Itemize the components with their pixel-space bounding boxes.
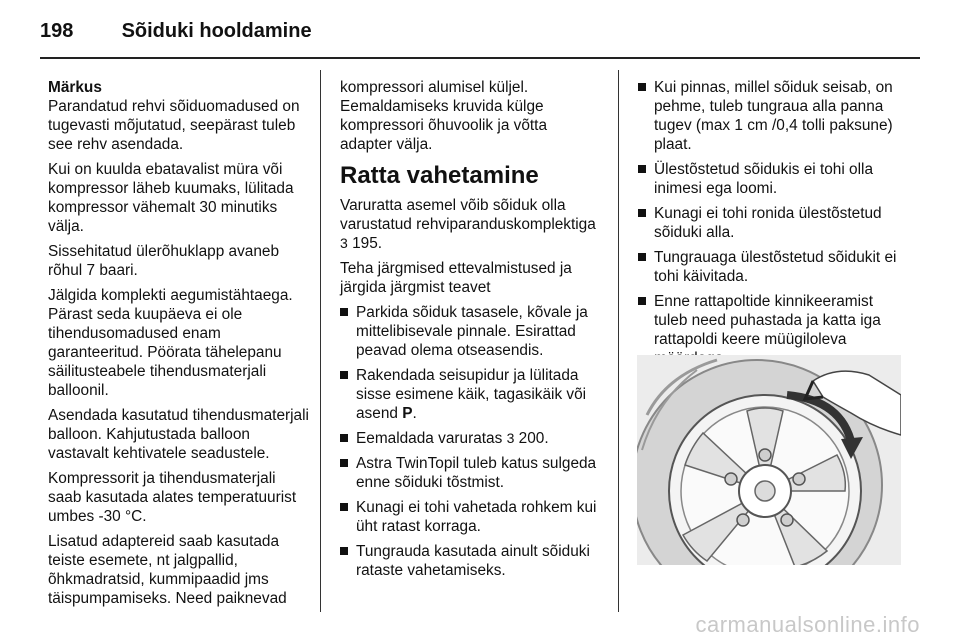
list-item-text: Enne rattapoltide kinnikeeramist tuleb need puhastada ja katta iga rattapoldi keere müügiloleva bbox=[654, 293, 881, 348]
bullet-icon bbox=[340, 459, 348, 467]
list-item-text: Kunagi ei tohi ronida ülestõstetud sõiduki alla. bbox=[654, 205, 882, 241]
list-item-text: Tungrauda kasutada ainult sõiduki rataste vahetamiseks. bbox=[356, 543, 590, 579]
page-header bbox=[40, 20, 312, 43]
paragraph: kompressori alumisel küljel. Eemaldamiseks kruvida külge kompressori õhuvoolik ja võtta adapter välja. bbox=[340, 79, 548, 153]
list-item bbox=[340, 429, 602, 448]
bullet-icon bbox=[638, 165, 646, 173]
note-title: Märkus bbox=[48, 79, 102, 96]
paragraph: Lisatud adaptereid saab kasutada teiste esemete, nt jalgpallid, õhkmadratsid, kummipaadid jms täispumpamiseks. Need paiknevad bbox=[48, 533, 287, 607]
paragraph: Asendada kasutatud tihendusmaterjali balloon. Kahjutustada balloon vastavalt kehtivatele seadustele. bbox=[48, 407, 309, 462]
list-item bbox=[638, 248, 904, 286]
column-1 bbox=[48, 78, 310, 614]
bullet-icon bbox=[638, 83, 646, 91]
watermark: carmanualsonline.info bbox=[695, 612, 920, 637]
bullet-icon bbox=[638, 253, 646, 261]
list-item-text: Rakendada seisupidur ja lülitada sisse esimene käik, tagasikäik või asend bbox=[356, 367, 587, 422]
wheel-illustration-svg bbox=[637, 355, 901, 565]
page-ref: 195. bbox=[347, 235, 383, 252]
column-divider bbox=[618, 70, 619, 612]
bullet-icon bbox=[340, 434, 348, 442]
intro-text: Varuratta asemel võib sõiduk olla varustatud rehviparanduskomplektiga bbox=[340, 197, 596, 233]
wheel-cover-illustration bbox=[637, 355, 901, 565]
list-item-text: Kunagi ei tohi vahetada rohkem kui üht ratast korraga. bbox=[356, 499, 597, 535]
list-item bbox=[340, 542, 602, 580]
list-item bbox=[638, 204, 904, 242]
paragraph: Teha järgmised ettevalmistused ja järgida järgmist teavet bbox=[340, 260, 572, 296]
list-item bbox=[340, 303, 602, 360]
paragraph: Kompressorit ja tihendusmaterjali saab kasutada alates temperatuurist umbes -30 °C. bbox=[48, 470, 297, 525]
bullet-icon bbox=[638, 209, 646, 217]
intro-paragraph bbox=[340, 196, 602, 253]
column-3 bbox=[638, 78, 904, 374]
list-item-text: Eemaldada varuratas bbox=[356, 430, 507, 447]
list-item bbox=[340, 498, 602, 536]
page-ref: 200. bbox=[514, 430, 549, 447]
column-2 bbox=[340, 78, 602, 586]
list-item bbox=[638, 78, 904, 154]
paragraph: Kui on kuulda ebatavalist müra või kompressor läheb kuumaks, lülitada kompressor vähemalt 30 minutiks välja. bbox=[48, 161, 294, 235]
column-divider bbox=[320, 70, 321, 612]
page-number: 198 bbox=[40, 20, 74, 42]
bullet-icon bbox=[340, 503, 348, 511]
page-ref-arrow-icon: 3 bbox=[340, 235, 348, 251]
paragraph: Sissehitatud ülerõhuklapp avaneb rõhul 7 baari. bbox=[48, 243, 280, 279]
bullet-icon bbox=[340, 547, 348, 555]
safety-list bbox=[638, 78, 904, 368]
list-item-text: Astra TwinTopil tuleb katus sulgeda enne sõiduki tõstmist. bbox=[356, 455, 597, 491]
list-item-text: Ülestõstetud sõidukis ei tohi olla inimesi ega loomi. bbox=[654, 161, 874, 197]
page-ref-arrow-icon: 3 bbox=[506, 430, 515, 446]
bullet-icon bbox=[340, 308, 348, 316]
list-item-text: Tungrauaga ülestõstetud sõidukit ei tohi käivitada. bbox=[654, 249, 897, 285]
page-title: Sõiduki hooldamine bbox=[121, 20, 312, 42]
list-item bbox=[638, 160, 904, 198]
header-rule bbox=[40, 57, 920, 59]
list-item-text: Kui pinnas, millel sõiduk seisab, on pehme, tuleb tungraua alla panna tugev (max 1 cm /0,4 tolli paksune) plaat. bbox=[654, 79, 893, 153]
prep-list bbox=[340, 303, 602, 580]
list-item bbox=[340, 454, 602, 492]
paragraph: Jälgida komplekti aegumistähtaega. Pärast seda kuupäeva ei ole tihendusomadused enam garanteeritud. Pöörata tähelepanu säilitusteabele tihendusmaterjali balloonil. bbox=[48, 287, 293, 399]
gear-position: P bbox=[402, 405, 413, 422]
bullet-icon bbox=[340, 371, 348, 379]
list-item bbox=[340, 366, 602, 423]
note-text: Parandatud rehvi sõiduomadused on tugevasti mõjutatud, seepärast tuleb see rehv asendada. bbox=[48, 98, 300, 153]
list-item-text: Parkida sõiduk tasasele, kõvale ja mittelibisevale pinnale. Esirattad peavad olema otseasendis. bbox=[356, 304, 588, 359]
list-item-text: . bbox=[412, 405, 417, 422]
section-heading: Ratta vahetamine bbox=[340, 162, 539, 189]
bullet-icon bbox=[638, 297, 646, 305]
